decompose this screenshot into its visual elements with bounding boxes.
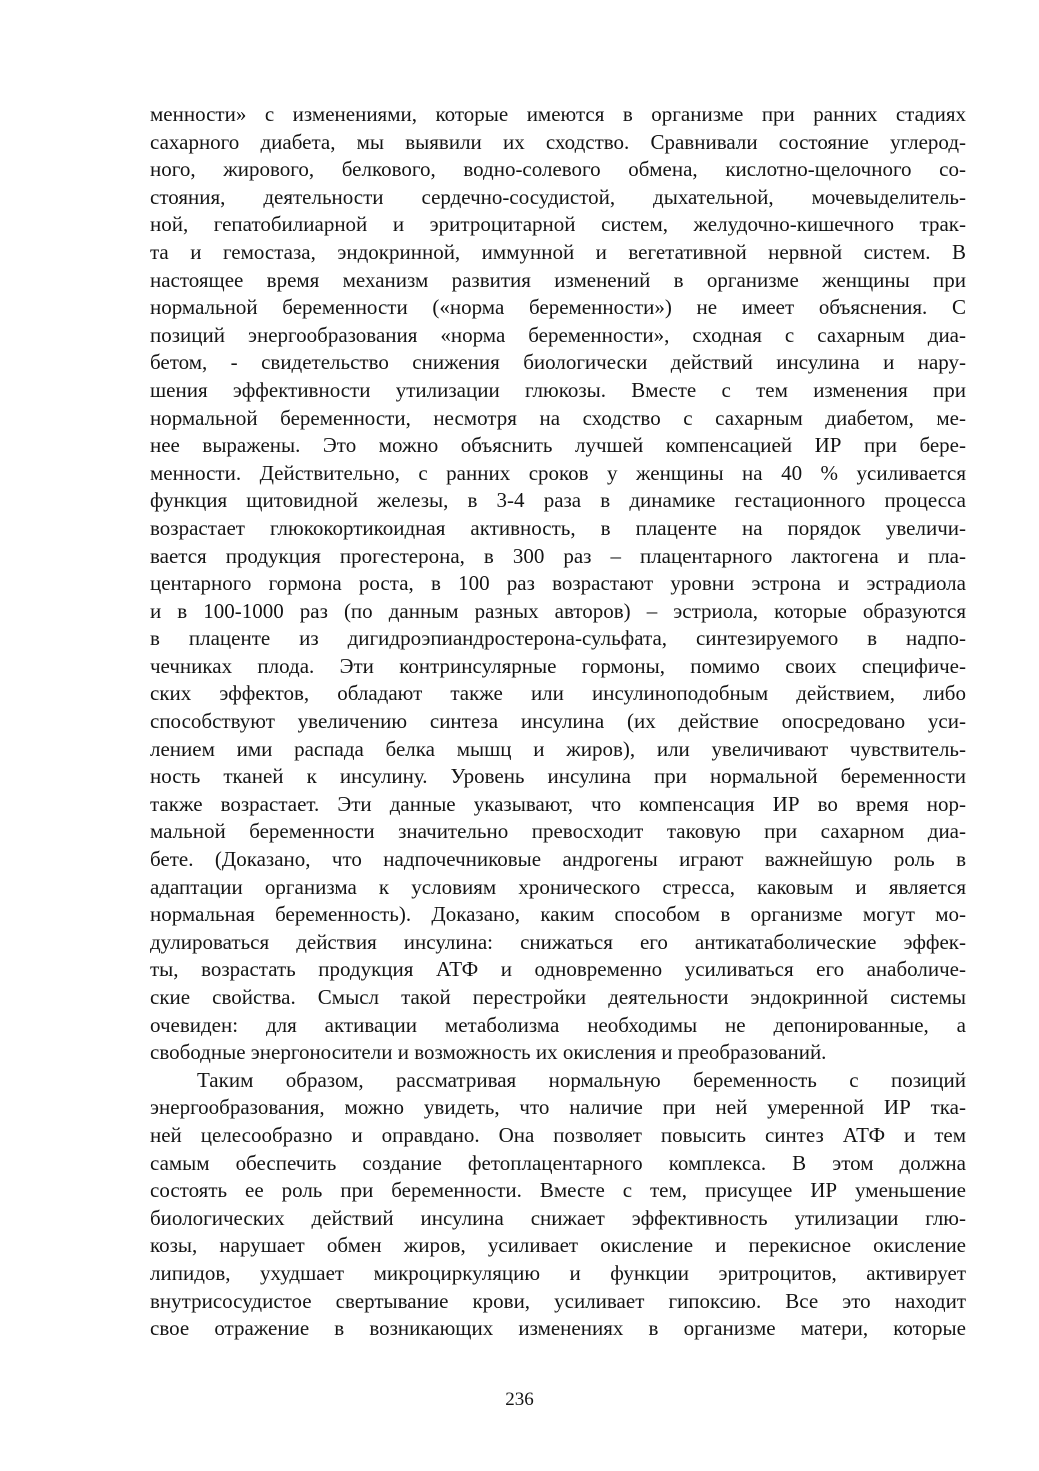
text-line: свое отражение в возникающих изменениях в организме матери, которые — [150, 1316, 966, 1341]
text-line: свободные энергоносители и возможность их окисления и преобразований. — [150, 1040, 827, 1065]
text-line: стояния, деятельности сердечно-сосудистой, дыхательной, мочевыделитель- — [150, 184, 966, 209]
text-line: ность тканей к инсулину. Уровень инсулина при нормальной беременности — [150, 764, 966, 789]
text-line: липидов, ухудшает микроциркуляцию и функции эритроцитов, активирует — [150, 1260, 966, 1285]
text-line: нормальная беременность). Доказано, каким способом в организме могут мо- — [150, 902, 966, 927]
text-line: способствуют увеличению синтеза инсулина (их действие опосредовано уси- — [150, 709, 966, 734]
text-line: в плаценте из дигидроэпиандростерона-сульфата, синтезируемого в надпо- — [150, 626, 966, 651]
text-line: биологических действий инсулина снижает эффективность утилизации глю- — [150, 1205, 966, 1230]
paragraph — [150, 1067, 966, 1343]
text-line: внутрисосудистое свертывание крови, усиливает гипоксию. Все это находит — [150, 1288, 966, 1313]
paragraph — [150, 101, 966, 1067]
text-line: нормальной беременности («норма беременности») не имеет объяснения. С — [150, 295, 966, 320]
text-line: настоящее время механизм развития изменений в организме женщины при — [150, 267, 966, 292]
text-line: центарного гормона роста, в 100 раз возрастают уровни эстрона и эстрадиола — [150, 571, 966, 596]
text-line: состоять ее роль при беременности. Вместе с тем, присущее ИР уменьшение — [150, 1178, 966, 1203]
text-line: бете. (Доказано, что надпочечниковые андрогены играют важнейшую роль в — [150, 847, 966, 872]
body-text — [150, 101, 966, 1343]
text-line: Таким образом, рассматривая нормальную беременность с позиций — [197, 1067, 966, 1092]
text-line: мальной беременности значительно превосходит таковую при сахарном диа- — [150, 819, 966, 844]
text-line: ней целесообразно и оправдано. Она позволяет повысить синтез АТФ и тем — [150, 1122, 966, 1147]
text-line: также возрастает. Эти данные указывают, что компенсация ИР во время нор- — [150, 791, 966, 816]
text-line: та и гемостаза, эндокринной, иммунной и вегетативной нервной систем. В — [150, 239, 966, 264]
text-line: и в 100-1000 раз (по данным разных авторов) – эстриола, которые образуются — [150, 598, 966, 623]
text-line: чечниках плода. Эти контринсулярные гормоны, помимо своих специфиче- — [150, 653, 966, 678]
text-line: позиций энергообразования «норма беременности», сходная с сахарным диа- — [150, 322, 966, 347]
text-line: лением ими распада белка мышц и жиров), или увеличивают чувствитель- — [150, 736, 966, 761]
text-line: дулироваться действия инсулина: снижаться его антикатаболические эффек- — [150, 929, 966, 954]
text-line: ты, возрастать продукция АТФ и одновременно усиливаться его анаболиче- — [150, 957, 966, 982]
text-line: вается продукция прогестерона, в 300 раз – плацентарного лактогена и пла- — [150, 543, 966, 568]
text-line: ские свойства. Смысл такой перестройки деятельности эндокринной системы — [150, 985, 966, 1009]
text-line: шения эффективности утилизации глюкозы. Вместе с тем изменения при — [150, 377, 966, 402]
text-line: козы, нарушает обмен жиров, усиливает окисление и перекисное окисление — [150, 1233, 966, 1258]
text-line: нее выражены. Это можно объяснить лучшей компенсацией ИР при бере- — [150, 433, 966, 458]
text-line: менности. Действительно, с ранних сроков у женщины на 40 % усиливается — [150, 460, 966, 485]
text-line: ной, гепатобилиарной и эритроцитарной систем, желудочно-кишечного трак- — [150, 212, 966, 237]
text-line: функция щитовидной железы, в 3-4 раза в динамике гестационного процесса — [150, 488, 966, 513]
text-line: ного, жирового, белкового, водно-солевого обмена, кислотно-щелочного со- — [150, 157, 966, 182]
text-line: нормальной беременности, несмотря на сходство с сахарным диабетом, ме- — [150, 405, 966, 430]
text-line: ских эффектов, обладают также или инсулиноподобным действием, либо — [150, 681, 966, 706]
text-line: менности» с изменениями, которые имеются в организме при ранних стадиях — [150, 102, 966, 126]
text-line: самым обеспечить создание фетоплацентарного комплекса. В этом должна — [150, 1150, 966, 1175]
text-line: возрастает глюкокортикоидная активность, в плаценте на порядок увеличи- — [150, 515, 966, 540]
page-number: 236 — [505, 1389, 534, 1410]
text-line: бетом, - свидетельство снижения биологически действий инсулина и нару- — [150, 350, 966, 375]
text-line: адаптации организма к условиям хронического стресса, каковым и является — [150, 874, 966, 899]
text-line: энергообразования, можно увидеть, что наличие при ней умеренной ИР тка- — [150, 1095, 966, 1120]
text-line: сахарного диабета, мы выявили их сходство. Сравнивали состояние углерод- — [150, 129, 966, 154]
text-line: очевиден: для активации метаболизма необходимы не депонированные, а — [150, 1012, 966, 1037]
